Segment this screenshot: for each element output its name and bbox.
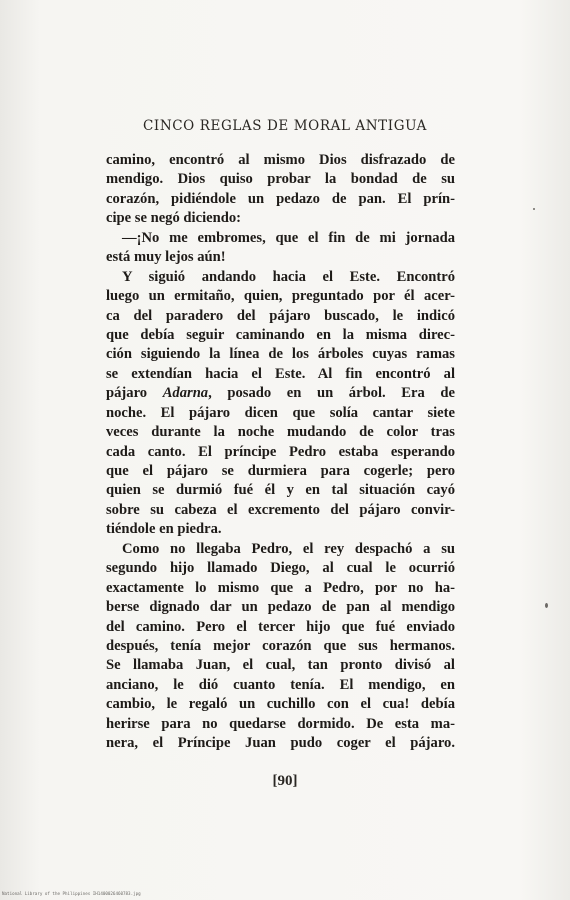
text-line: cipe se negó diciendo: <box>106 210 241 227</box>
text-line: tiéndole en piedra. <box>106 521 222 538</box>
text-line: mendigo. Dios quiso probar la bondad de su <box>106 171 455 188</box>
text-line: está muy lejos aún! <box>106 249 226 266</box>
text-line: sobre su cabeza el excremento del pájaro convir- <box>106 501 455 518</box>
text-line: herirse para no quedarse dormido. De esta ma- <box>106 715 455 732</box>
text-line: Como no llegaba Pedro, el rey despachó a su <box>122 540 455 557</box>
text-line: que debía seguir caminando en la misma direc- <box>106 326 455 343</box>
text-line: después, tenía mejor corazón que sus hermanos. <box>106 637 455 654</box>
text-line: berse dignado dar un pedazo de pan al mendigo <box>106 599 455 616</box>
text-line: camino, encontró al mismo Dios disfrazado de <box>106 152 455 168</box>
text-line: pájaro Adarna, posado en un árbol. Era de <box>106 385 455 402</box>
text-line: se extendían hacia el Este. Al fin encontró al <box>106 365 455 382</box>
text-line: corazón, pidiéndole un pedazo de pan. El prín- <box>106 190 455 207</box>
text-line: anciano, le dió cuanto tenía. El mendigo, en <box>106 676 455 693</box>
text-line: cada canto. El príncipe Pedro estaba esperando <box>106 443 455 460</box>
body-text <box>106 151 455 754</box>
text-line: luego un ermitaño, quien, preguntado por él acer- <box>106 288 455 305</box>
scan-credit: National Library of the Philippines IH1400026460783.jpg <box>2 891 141 896</box>
text-line: del camino. Pero el tercer hijo que fué enviado <box>106 618 455 635</box>
text-line: que el pájaro se durmiera para cogerle; pero <box>106 463 455 479</box>
page-number: [90] <box>272 773 298 789</box>
text-line: ción siguiendo la línea de los árboles cuyas ramas <box>106 346 455 363</box>
italic-word: Adarna <box>162 385 209 402</box>
text-line: Y siguió andando hacia el Este. Encontró <box>122 268 455 285</box>
text-line: veces durante la noche mudando de color tras <box>106 424 455 441</box>
scan-speck <box>533 208 535 210</box>
text-line: exactamente lo mismo que a Pedro, por no ha- <box>106 579 455 596</box>
text-line: nera, el Príncipe Juan pudo coger el pájaro. <box>106 735 455 752</box>
text-line: —¡No me embromes, que el fin de mi jornada <box>122 229 455 246</box>
running-head: CINCO REGLAS DE MORAL ANTIGUA <box>142 118 428 134</box>
scan-speck <box>545 603 548 608</box>
text-line: noche. El pájaro dicen que solía cantar siete <box>106 404 455 421</box>
text-line: Se llamaba Juan, el cual, tan pronto divisó al <box>106 657 455 674</box>
text-line: ca del paradero del pájaro buscado, le indicó <box>106 307 455 324</box>
text-line: quien se durmió fué él y en tal situación cayó <box>106 482 455 499</box>
text-line: segundo hijo llamado Diego, al cual le ocurrió <box>106 560 455 577</box>
text-line: cambio, le regaló un cuchillo con el cua! debía <box>106 696 455 713</box>
